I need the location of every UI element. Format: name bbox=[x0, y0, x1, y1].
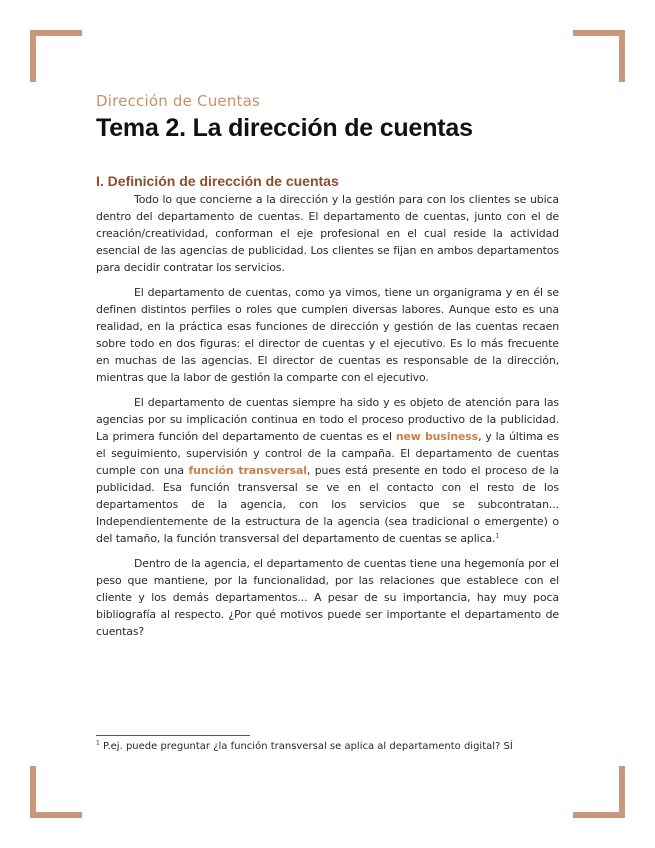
footnote bbox=[96, 741, 566, 752]
page-title: Tema 2. La dirección de cuentas bbox=[96, 114, 473, 142]
footnote-marker: 1 bbox=[96, 739, 100, 747]
corner-top-left-v bbox=[30, 30, 36, 82]
footnote-text: P.ej. puede preguntar ¿la función transversal se aplica al departamento digital? SÍ bbox=[99, 741, 513, 752]
section-heading: I. Definición de dirección de cuentas bbox=[96, 173, 339, 189]
corner-top-right-v bbox=[619, 30, 625, 82]
paragraph-4: Dentro de la agencia, el departamento de cuentas tiene una hegemonía por el peso que mantiene, por la funcionalidad, por las relaciones que establece con el cliente y los demás departamentos... A pesar de su importancia, hay muy poca bibliografía al respecto. ¿Por qué motivos puede ser importante el departamento de cuentas? bbox=[96, 557, 559, 638]
paragraph-1: Todo lo que concierne a la dirección y la gestión para con los clientes se ubica dentro del departamento de cuentas. El departamento de cuentas, junto con el de creación/creatividad, conforman el eje profesional en el cual reside la actividad esencial de las agencias de publicidad. Los clientes se fijan en ambos departamentos para decidir contratar los servicios. bbox=[96, 193, 559, 274]
highlight-funcion-transversal: función transversal bbox=[188, 464, 307, 477]
paragraph-3 bbox=[96, 394, 559, 547]
footnote-divider bbox=[96, 735, 250, 736]
corner-bottom-left-v bbox=[30, 766, 36, 818]
paragraph-3-text-a: El departamento de cuentas siempre ha sido y es objeto de atención para las agencias por su implicación continua en todo el proceso productivo de la publicidad. La primera función del departamento de cuentas es el bbox=[96, 396, 559, 443]
corner-bottom-right-v bbox=[619, 766, 625, 818]
corner-top-left-h bbox=[30, 30, 82, 36]
paragraph-3-text-c: , pues está presente en todo el proceso de la publicidad. Esa función transversal se ve en el contacto con el resto de los departamentos de la agencia, con los servicios que se subcontratan... Independientemente de la estructura de la agencia (sea tradicional o emergente) o del tamaño, la función transversal del departamento de cuentas se aplica. bbox=[96, 464, 559, 545]
page-content bbox=[96, 92, 559, 648]
footnote-reference[interactable]: 1 bbox=[495, 532, 500, 540]
page-kicker: Dirección de Cuentas bbox=[96, 92, 261, 110]
paragraph-3-text-b: , y la última es el seguimiento, supervisión y control de la campaña. El departamento de cuentas cumple con una bbox=[96, 430, 559, 477]
paragraph-2: El departamento de cuentas, como ya vimos, tiene un organigrama y en él se definen distintos perfiles o roles que cumplen diversas labores. Aunque esto es una realidad, en la práctica esas funciones de dirección y gestión de las cuentas recaen sobre todo en dos figuras: el director de cuentas y el ejecutivo. Es lo más frecuente en muchas de las agencias. El director de cuentas es responsable de la dirección, mientras que la labor de gestión la comparte con el ejecutivo. bbox=[96, 286, 559, 384]
corner-bottom-right-h bbox=[573, 812, 625, 818]
highlight-new-business: new business bbox=[395, 430, 479, 443]
corner-top-right-h bbox=[573, 30, 625, 36]
corner-bottom-left-h bbox=[30, 812, 82, 818]
